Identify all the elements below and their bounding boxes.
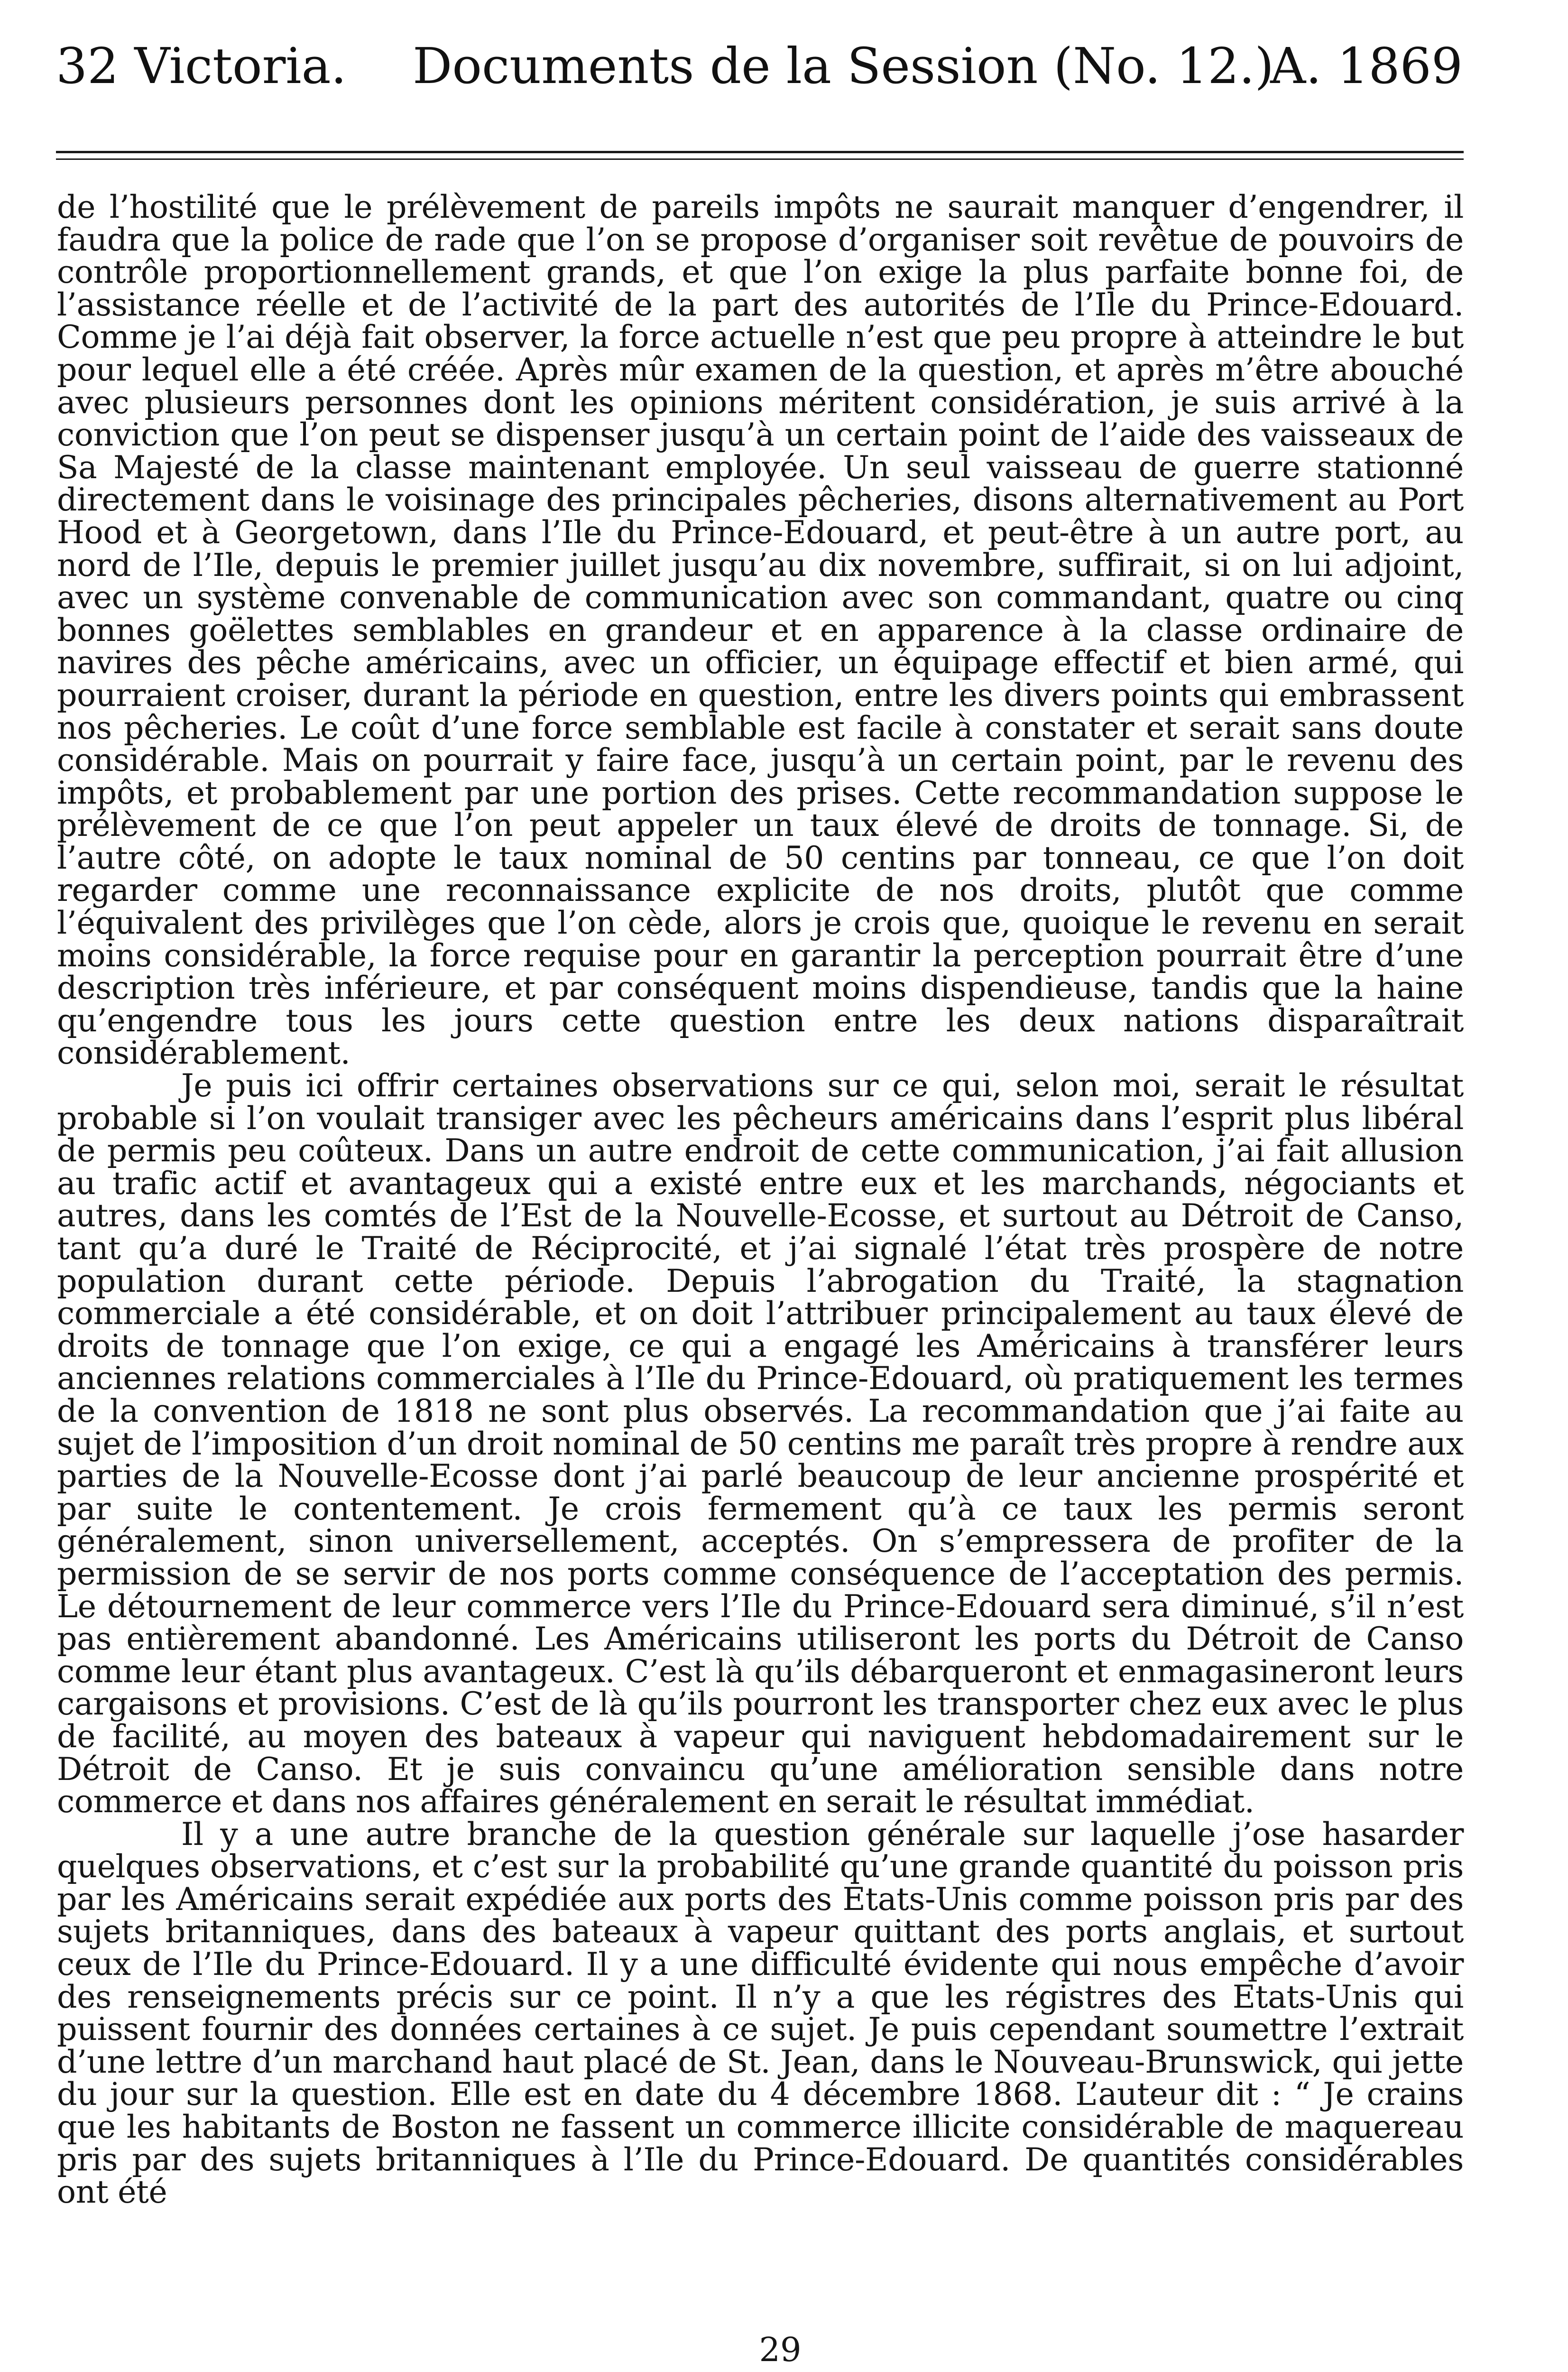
header-rule-thin (56, 158, 1464, 160)
paragraph: Je puis ici offrir certaines observations sur ce qui, selon moi, serait le résultat probable si l’on voulait transiger avec les pêcheurs américains dans l’esprit plus libéral de permis peu coûteux. Dans un autre endroit de cette communication, j’ai fait allusion au trafic actif et avantageux qui a existé entre eux et les marchands, négociants et autres, dans les comtés de l’Est de la Nouvelle-Ecosse, et surtout au Détroit de Canso, tant qu’a duré le Traité de Réciprocité, et j’ai signalé l’état très prospère de notre population durant cette période. Depuis l’abrogation du Traité, la stagnation commerciale a été considérable, et on doit l’attribuer principalement au taux élevé de droits de tonnage que l’on exige, ce qui a engagé les Américains à transférer leurs anciennes relations commerciales à l’Ile du Prince-Edouard, où pratiquement les termes de la convention de 1818 ne sont plus observés. La recommandation que j’ai faite au sujet de l’imposition d’un droit nominal de 50 centins me paraît très propre à rendre aux parties de la Nouvelle-Ecosse dont j’ai parlé beaucoup de leur ancienne prospérité et par suite le contentement. Je crois fermement qu’à ce taux les permis seront généralement, sinon universellement, acceptés. On s’empressera de profiter de la permission de se servir de nos ports comme conséquence de l’acceptation des permis. Le détournement de leur commerce vers l’Ile du Prince-Edouard sera diminué, s’il n’est pas entièrement abandonné. Les Américains utiliseront les ports du Détroit de Canso comme leur étant plus avantageux. C’est là qu’ils débarqueront et enmagasineront leurs cargaisons et provisions. C’est de là qu’ils pourront les transporter chez eux avec le plus de facilité, au moyen des bateaux à vapeur qui naviguent hebdomadairement sur le Détroit de Canso. Et je suis convaincu qu’une amélioration sensible dans notre commerce et dans nos affaires généralement en serait le résultat immédiat. (57, 1067, 1464, 1820)
header-volume: 32 Victoria. (56, 37, 347, 95)
paragraph: Il y a une autre branche de la question générale sur laquelle j’ose hasarder quelques observations, et c’est sur la probabilité qu’une grande quantité du poisson pris par les Américains serait expédiée aux ports des Etats-Unis comme poisson pris par des sujets britanniques, dans des bateaux à vapeur quittant des ports anglais, et surtout ceux de l’Ile du Prince-Edouard. Il y a une difficulté évidente qui nous empêche d’avoir des renseignements précis sur ce point. Il n’y a que les régistres des Etats-Unis qui puissent fournir des données certaines à ce sujet. Je puis cependant soumettre l’extrait d’une lettre d’un marchand haut placé de St. Jean, dans le Nouveau-Brunswick, qui jette du jour sur la question. Elle est en date du 4 décembre 1868. L’auteur dit : “ Je crains que les habitants de Boston ne fassent un commerce illicite considérable de maquereau pris par des sujets britanniques à l’Ile du Prince-Edouard. De quantités considérables ont été (57, 1815, 1464, 2211)
page-number: 29 (759, 2330, 802, 2369)
body-text (57, 188, 1464, 2211)
paragraph-continued: de l’hostilité que le prélèvement de pareils impôts ne saurait manquer d’engendrer, il faudra que la police de rade que l’on se propose d’organiser soit revêtue de pouvoirs de contrôle proportionnellement grands, et que l’on exige la plus parfaite bonne foi, de l’assistance réelle et de l’activité de la part des autorités de l’Ile du Prince-Edouard. Comme je l’ai déjà fait observer, la force actuelle n’est que peu propre à atteindre le but pour lequel elle a été créée. Après mûr examen de la question, et après m’être abouché avec plusieurs personnes dont les opinions méritent considération, je suis arrivé à la conviction que l’on peut se dispenser jusqu’à un certain point de l’aide des vaisseaux de Sa Majesté de la classe maintenant employée. Un seul vaisseau de guerre stationné directement dans le voisinage des principales pêcheries, disons alternativement au Port Hood et à Georgetown, dans l’Ile du Prince-Edouard, et peut-être à un autre port, au nord de l’Ile, depuis le premier juillet jusqu’au dix novembre, suffirait, si on lui adjoint, avec un système convenable de communication avec son commandant, quatre ou cinq bonnes goëlettes semblables en grandeur et en apparence à la classe ordinaire de navires des pêche américains, avec un officier, un équipage effectif et bien armé, qui pourraient croiser, durant la période en question, entre les divers points qui embrassent nos pêcheries. Le coût d’une force semblable est facile à constater et serait sans doute considérable. Mais on pourrait y faire face, jusqu’à un certain point, par le revenu des impôts, et probablement par une portion des prises. Cette recommandation suppose le prélèvement de ce que l’on peut appeler un taux élevé de droits de tonnage. Si, de l’autre côté, on adopte le taux nominal de 50 centins par tonneau, ce que l’on doit regarder comme une reconnaissance explicite de nos droits, plutôt que comme l’équivalent des privilèges que l’on cède, alors je crois que, quoique le revenu en serait moins considérable, la force requise pour en garantir la perception pourrait être d’une description très inférieure, et par conséquent moins dispendieuse, tandis que la haine qu’engendre tous les jours cette question entre les deux nations disparaîtrait considérablement. (57, 188, 1464, 1072)
header-title: Documents de la Session (No. 12.) (413, 37, 1274, 95)
header-rule-thick (56, 151, 1464, 153)
header-year: A. 1869 (1270, 37, 1463, 95)
running-header (56, 21, 1463, 111)
